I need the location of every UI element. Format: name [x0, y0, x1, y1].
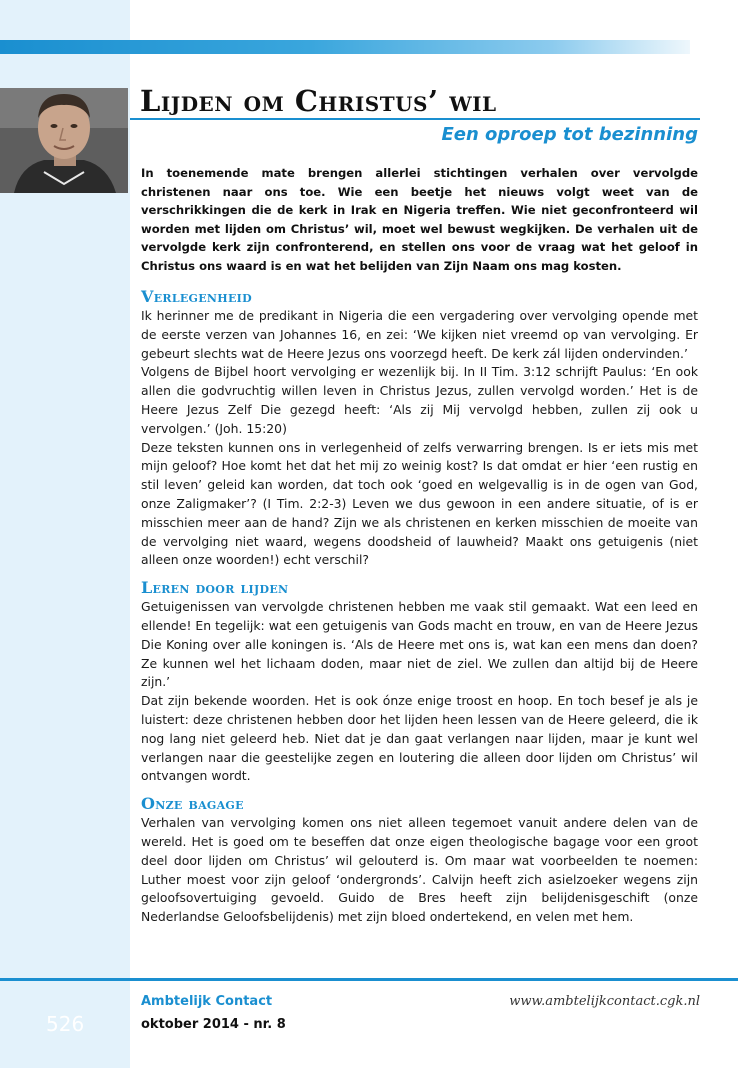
- article-subtitle: Een oproep tot bezinning: [441, 124, 698, 145]
- section-heading: Onze bagage: [141, 794, 244, 814]
- article-title: Lijden om Christus’ wil: [140, 84, 497, 118]
- author-photo: [0, 88, 128, 193]
- body-paragraph: Ik herinner me de predikant in Nigeria die een vergadering over vervolging opende met de eerste verzen van Johannes 16, en zei: ‘We kijken niet vreemd op van vervolging. Er gebeurt slechts wat de Heere Jezus ons voorzegd heeft. De kerk zál lijden ondervinden.’: [141, 308, 698, 361]
- body-paragraph: Dat zijn bekende woorden. Het is ook ónze enige troost en hoop. En toch besef je als je luistert: deze christenen hebben door het lijden heen lessen van de Heere geleerd, die ik nog lang niet geleerd heb. Niet dat je dan gaat verlangen naar lijden, maar je kunt wel verlangen naar die geestelijke zegen en loutering die alleen door lijden om Christus’ wil ontvangen wordt.: [141, 693, 698, 784]
- intro-paragraph: In toenemende mate brengen allerlei stichtingen verhalen over vervolgde christenen naar ons toe. Wie een beetje het nieuws volgt weet van de verschrikkingen die de kerk in Irak en Nigeria treffen. Wie niet geconfronteerd wil worden met lijden om Christus’ wil, moet wel bewust wegkijken. De verhalen uit de vervolgde kerk zijn confronterend, en stellen ons voor de vraag wat het geloof in Christus ons waard is en wat het belijden van Zijn Naam ons mag kosten.: [141, 166, 698, 273]
- article-body: [141, 164, 698, 935]
- section-onze-bagage: [141, 794, 698, 927]
- title-divider: [130, 118, 700, 120]
- body-paragraph: Deze teksten kunnen ons in verlegenheid of zelfs verwarring brengen. Is er iets mis met mijn geloof? Hoe komt het dat het mij zo weinig kost? Is dat omdat er hier ‘een rustig en stil leven’ geleid kan worden, dat toch ook ‘goed en welgevallig is in de ogen van God, onze Zaligmaker’? (I Tim. 2:2-3) Leven we dus gewoon in een andere situatie, of is er misschien meer aan de hand? Zijn we als christenen en kerken misschien de moeite van de vervolging niet waard, wegens doodsheid of lauwheid? Maakt ons getuigenis (niet alleen onze woorden!) echt verschil?: [141, 439, 698, 568]
- body-paragraph: Volgens de Bijbel hoort vervolging er wezenlijk bij. In II Tim. 3:12 schrijft Paulus: ‘En ook allen die godvruchtig willen leven in Christus Jezus, zullen vervolgd worden.’ Het is de Heere Jezus Zelf Die gezegd heeft: ‘Als zij Mij vervolgd hebben, zullen zij ook u vervolgen.’ (Joh. 15:20): [141, 364, 698, 436]
- section-heading: Leren door lijden: [141, 578, 289, 598]
- section-leren-door-lijden: [141, 578, 698, 786]
- issue-date: oktober 2014 - nr. 8: [141, 1017, 286, 1032]
- publication-name: Ambtelijk Contact: [141, 994, 273, 1009]
- website-link[interactable]: www.ambtelijkcontact.cgk.nl: [509, 994, 700, 1009]
- body-paragraph: Getuigenissen van vervolgde christenen hebben me vaak stil gemaakt. Wat een leed en ellende! En tegelijk: wat een getuigenis van Gods macht en trouw, en van de Heere Jezus Die Koning over alle koningen is. ‘Als de Heere met ons is, wat kan een mens dan doen? Ze kunnen wel het lichaam doden, maar niet de ziel. We zullen dan altijd bij de Heere zijn.’: [141, 599, 698, 690]
- author-portrait-image: [0, 88, 128, 193]
- section-verlegenheid: [141, 287, 698, 570]
- page-number: 526: [46, 1012, 85, 1036]
- section-heading: Verlegenheid: [141, 287, 252, 306]
- footer-divider: [0, 978, 738, 981]
- header-gradient-bar: [0, 40, 690, 54]
- body-paragraph: Verhalen van vervolging komen ons niet alleen tegemoet vanuit andere delen van de wereld. Het is goed om te beseffen dat onze eigen theologische bagage voor een groot deel door lijden om Christus’ wil gelouterd is. Om maar wat voorbeelden te noemen: Luther moest voor zijn geloof ‘ondergronds’. Calvijn heeft zich asielzoeker wegens zijn geloofsovertuiging gevoeld. Guido de Bres heeft zijn belijdenisgeschift (onze Nederlandse Geloofsbelijdenis) met zijn bloed ondertekend, en velen met hem.: [141, 815, 698, 925]
